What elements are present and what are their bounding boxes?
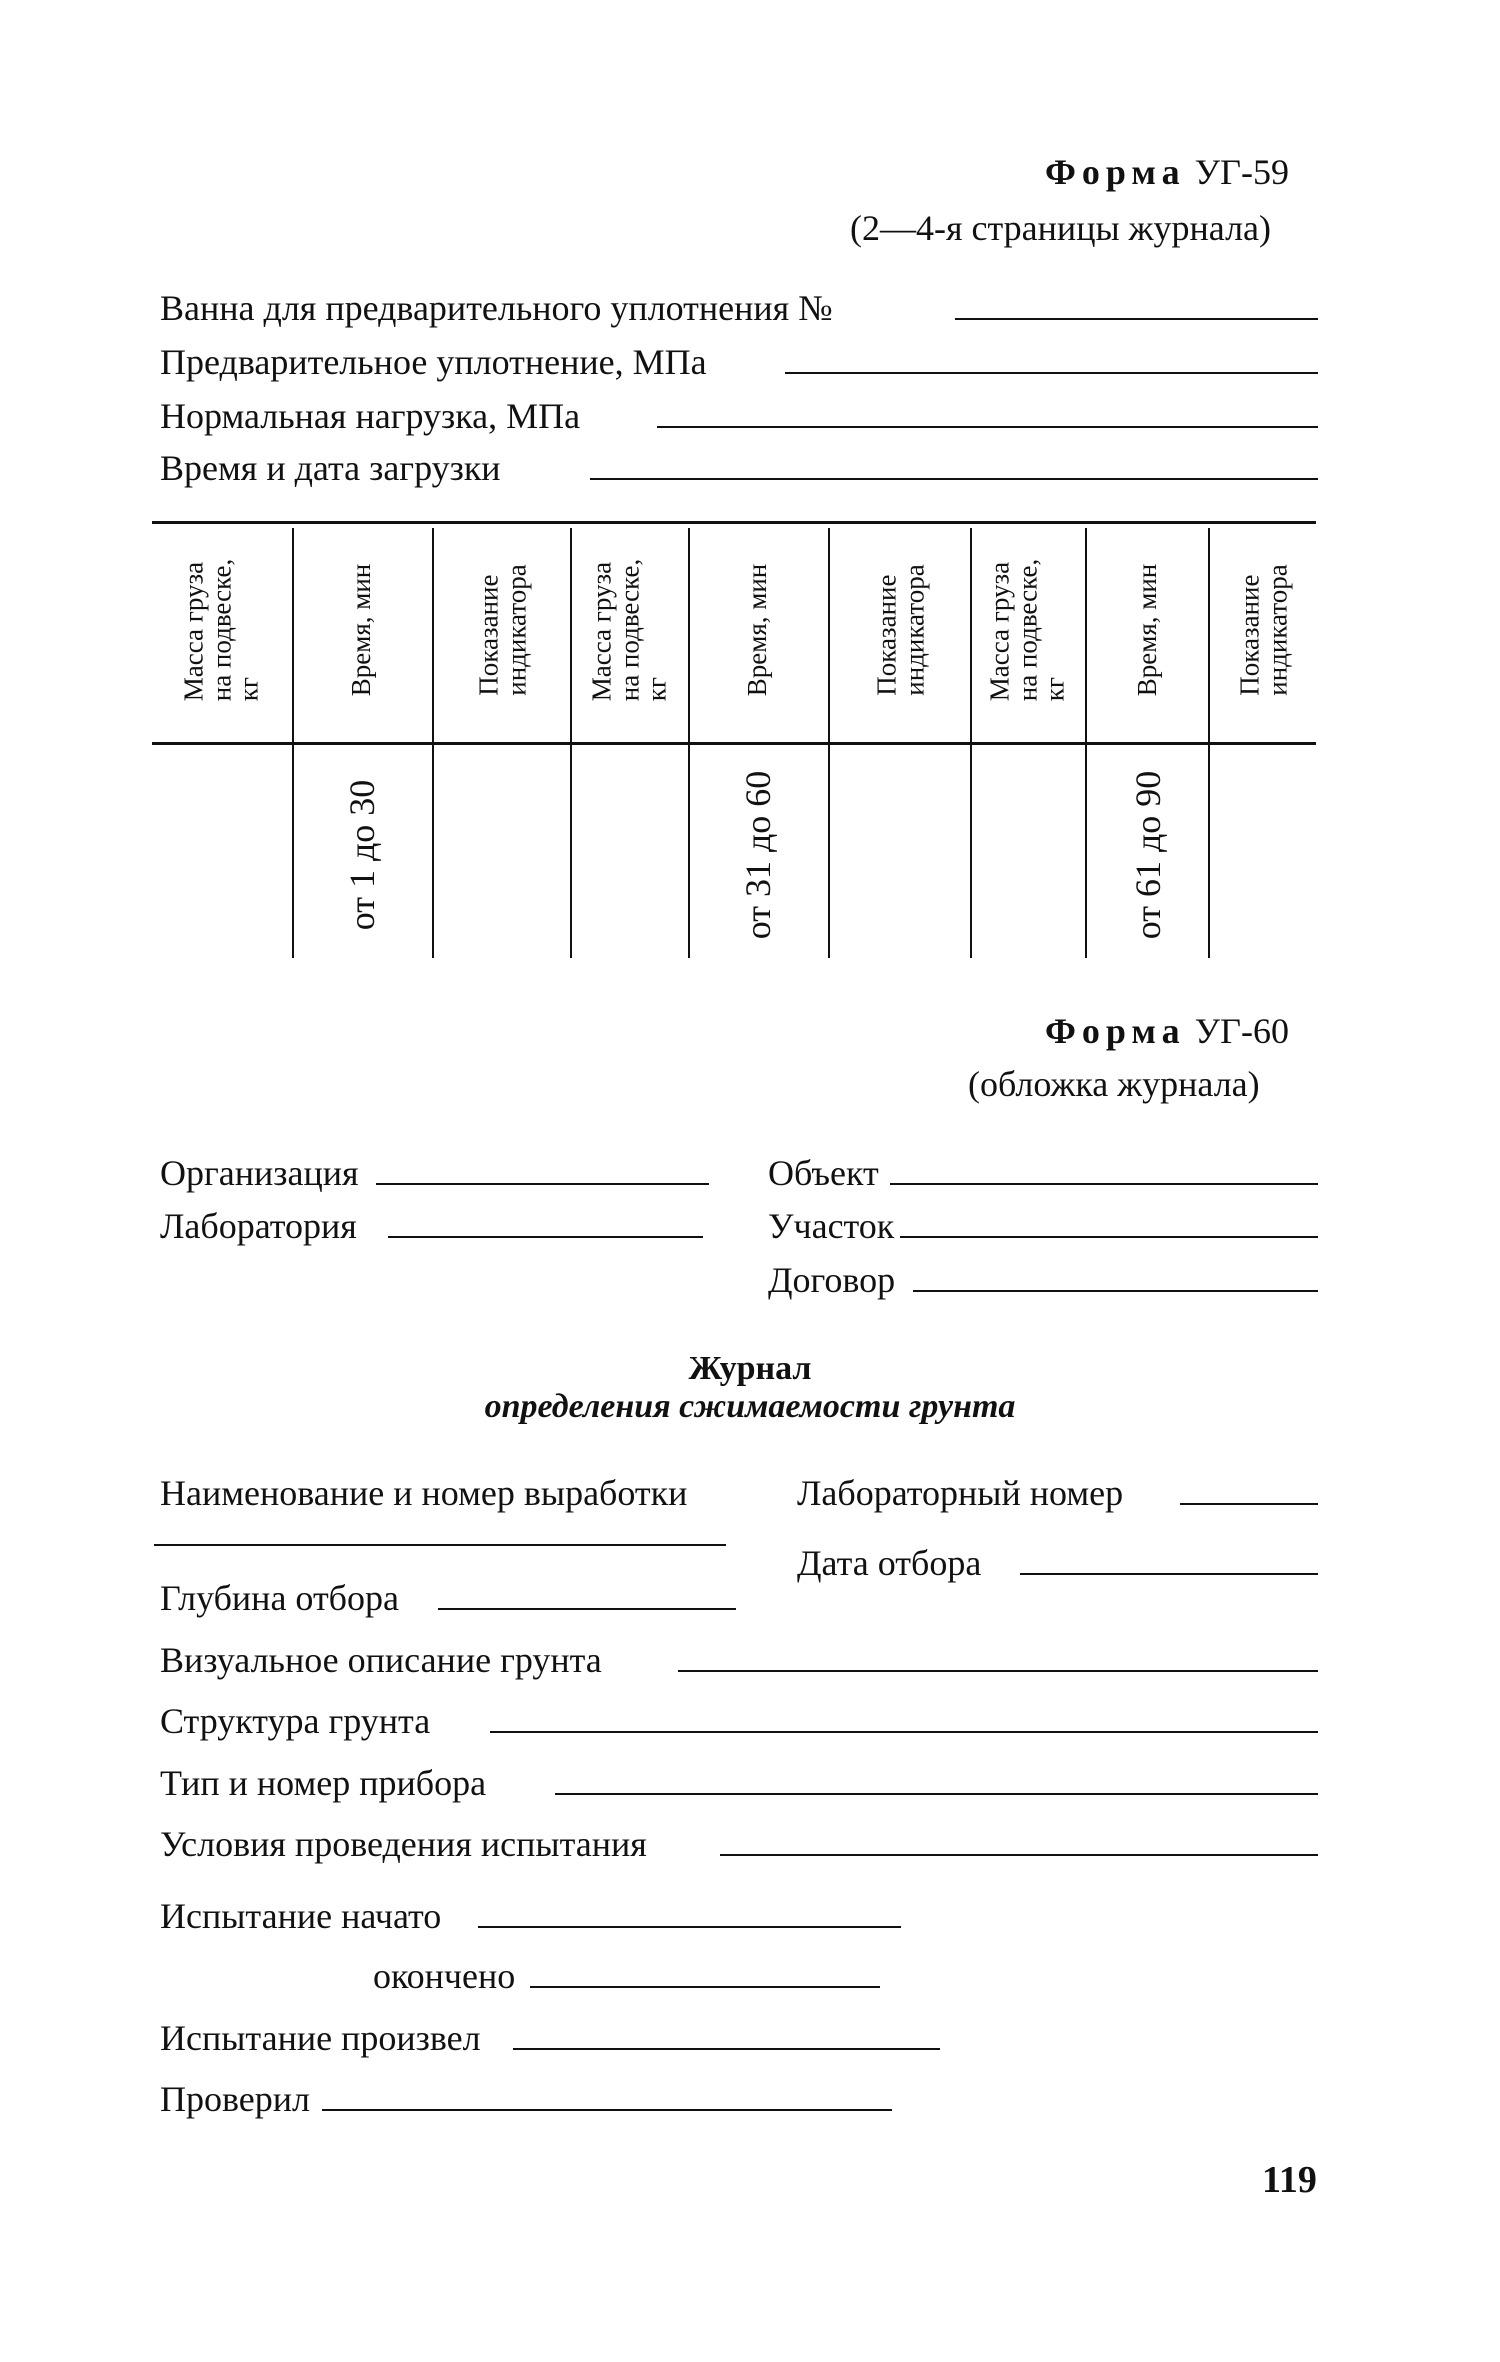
journal-title: Журнал <box>688 1350 812 1387</box>
form60-title <box>1045 1013 1289 1049</box>
form60-contract: Договор <box>768 1260 896 1300</box>
work-name-line[interactable] <box>154 1544 726 1546</box>
started-line[interactable] <box>478 1926 901 1928</box>
form59-field-load-time-line[interactable] <box>590 478 1318 480</box>
page-number: 119 <box>1262 2159 1317 2201</box>
form60-organization: Организация <box>160 1153 359 1193</box>
form60-object: Объект <box>768 1153 879 1193</box>
visual-desc-label: Визуальное описание грунта <box>160 1640 602 1680</box>
table-top-border <box>152 521 1316 524</box>
form59-field-bath-line[interactable] <box>955 318 1318 320</box>
table-col-divider <box>1208 528 1210 958</box>
form60-subtitle: (обложка журнала) <box>968 1064 1260 1104</box>
form59-title <box>1045 154 1289 190</box>
structure-label: Структура грунта <box>160 1701 431 1741</box>
finished-label: окончено <box>373 1956 516 1996</box>
table-col-divider <box>292 528 294 958</box>
structure-line[interactable] <box>490 1731 1318 1733</box>
form59-field-normal-load-line[interactable] <box>657 426 1318 428</box>
lab-number-label: Лабораторный номер <box>797 1473 1124 1513</box>
sample-date-line[interactable] <box>1020 1573 1318 1575</box>
visual-desc-line[interactable] <box>678 1670 1318 1672</box>
lab-number-line[interactable] <box>1180 1503 1318 1505</box>
conditions-label: Условия проведения испытания <box>160 1824 647 1864</box>
form59-field-load-time: Время и дата загрузки <box>160 448 501 488</box>
form59-field-bath: Ванна для предварительного уплотнения № <box>160 288 833 328</box>
started-label: Испытание начато <box>160 1896 442 1936</box>
table-col-divider <box>688 528 690 958</box>
form59-field-precompaction-line[interactable] <box>785 372 1318 374</box>
form59-title-word: Форма <box>1045 152 1186 192</box>
journal-subtitle: определения сжимаемости грунта <box>484 1388 1016 1425</box>
form59-field-normal-load: Нормальная нагрузка, МПа <box>160 396 581 436</box>
table-col-divider <box>570 528 572 958</box>
form60-contract-line[interactable] <box>913 1290 1318 1292</box>
device-label: Тип и номер прибора <box>160 1763 487 1803</box>
form60-section-line[interactable] <box>900 1236 1318 1238</box>
form60-title-code: УГ-60 <box>1194 1011 1289 1051</box>
form60-laboratory: Лаборатория <box>160 1206 357 1246</box>
table-header-divider <box>152 742 1316 745</box>
sample-depth-label: Глубина отбора <box>160 1578 399 1618</box>
device-line[interactable] <box>555 1793 1318 1795</box>
form59-field-precompaction: Предварительное уплотнение, МПа <box>160 342 707 382</box>
form60-organization-line[interactable] <box>376 1183 709 1185</box>
finished-line[interactable] <box>530 1986 880 1988</box>
checked-line[interactable] <box>322 2109 892 2111</box>
form59-title-code: УГ-59 <box>1194 152 1289 192</box>
table-col-divider <box>432 528 434 958</box>
form59-subtitle: (2—4-я страницы журнала) <box>850 208 1272 248</box>
performed-label: Испытание произвел <box>160 2018 481 2058</box>
form60-laboratory-line[interactable] <box>388 1236 703 1238</box>
form60-section: Участок <box>768 1206 895 1246</box>
table-col-divider <box>1085 528 1087 958</box>
checked-label: Проверил <box>160 2079 310 2119</box>
table-col-divider <box>828 528 830 958</box>
table-col-divider <box>970 528 972 958</box>
form60-title-word: Форма <box>1045 1011 1186 1051</box>
sample-depth-line[interactable] <box>438 1608 736 1610</box>
performed-line[interactable] <box>513 2048 940 2050</box>
conditions-line[interactable] <box>720 1854 1318 1856</box>
form60-object-line[interactable] <box>890 1183 1318 1185</box>
sample-date-label: Дата отбора <box>797 1543 982 1583</box>
work-name-label: Наименование и номер выработки <box>160 1473 688 1513</box>
